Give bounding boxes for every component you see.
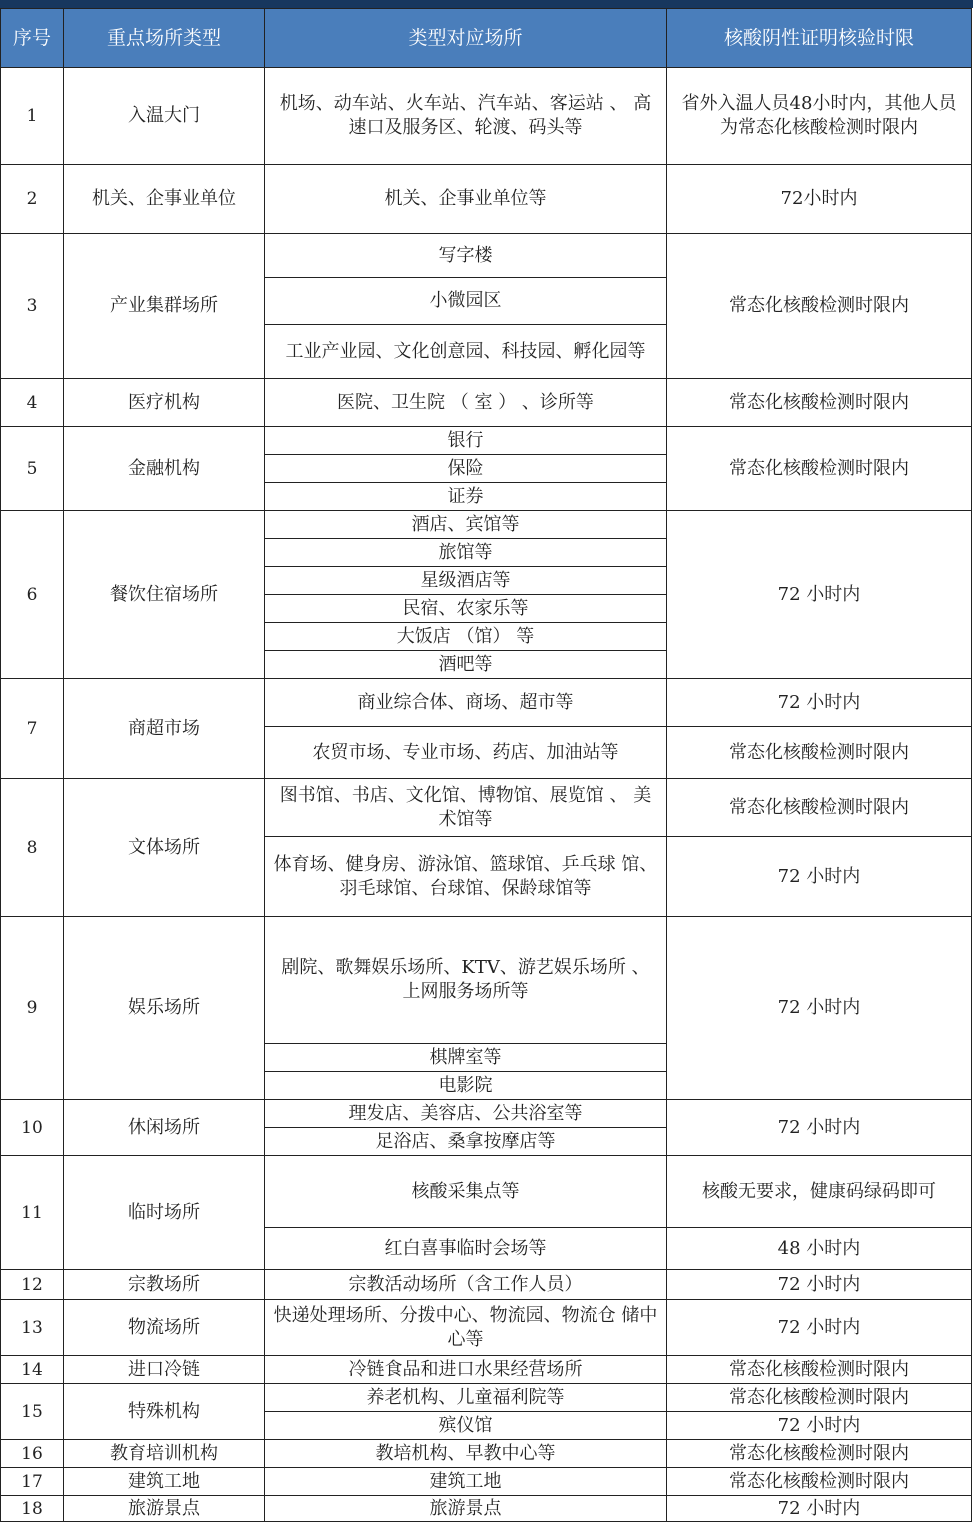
row-place: 电影院 bbox=[265, 1072, 667, 1100]
row-place: 星级酒店等 bbox=[265, 567, 667, 595]
row-limit: 核酸无要求，健康码绿码即可 bbox=[667, 1156, 972, 1228]
row-type: 金融机构 bbox=[64, 427, 265, 511]
row-index: 5 bbox=[1, 427, 64, 511]
row-limit: 72 小时内 bbox=[667, 1100, 972, 1156]
row-limit: 省外入温人员48小时内，其他人员为常态化核酸检测时限内 bbox=[667, 68, 972, 165]
row-place: 棋牌室等 bbox=[265, 1044, 667, 1072]
row-place: 体育场、健身房、游泳馆、篮球馆、乒乓球 馆、羽毛球馆、台球馆、保龄球馆等 bbox=[265, 837, 667, 917]
row-type: 商超市场 bbox=[64, 679, 265, 779]
row-type: 教育培训机构 bbox=[64, 1440, 265, 1468]
row-type: 建筑工地 bbox=[64, 1468, 265, 1496]
row-index: 7 bbox=[1, 679, 64, 779]
row-type: 机关、企事业单位 bbox=[64, 165, 265, 234]
row-limit: 常态化核酸检测时限内 bbox=[667, 727, 972, 779]
row-index: 12 bbox=[1, 1270, 64, 1300]
row-place: 商业综合体、商场、超市等 bbox=[265, 679, 667, 727]
row-limit: 常态化核酸检测时限内 bbox=[667, 427, 972, 511]
row-place: 民宿、农家乐等 bbox=[265, 595, 667, 623]
row-limit: 常态化核酸检测时限内 bbox=[667, 1468, 972, 1496]
row-place: 酒店、宾馆等 bbox=[265, 511, 667, 539]
row-index: 17 bbox=[1, 1468, 64, 1496]
table-row bbox=[1, 1270, 972, 1300]
row-place: 教培机构、早教中心等 bbox=[265, 1440, 667, 1468]
row-limit: 72 小时内 bbox=[667, 1270, 972, 1300]
table-header-row bbox=[1, 9, 972, 68]
table-row bbox=[1, 234, 972, 278]
row-index: 9 bbox=[1, 917, 64, 1100]
table-row bbox=[1, 68, 972, 165]
row-place: 冷链食品和进口水果经营场所 bbox=[265, 1356, 667, 1384]
row-index: 14 bbox=[1, 1356, 64, 1384]
row-index: 3 bbox=[1, 234, 64, 379]
row-place: 医院、卫生院 （ 室 ） 、诊所等 bbox=[265, 379, 667, 427]
row-limit: 72 小时内 bbox=[667, 511, 972, 679]
row-limit: 72小时内 bbox=[667, 165, 972, 234]
row-place: 机场、动车站、火车站、汽车站、客运站 、 高速口及服务区、轮渡、码头等 bbox=[265, 68, 667, 165]
row-place: 机关、企事业单位等 bbox=[265, 165, 667, 234]
table-row bbox=[1, 1468, 972, 1496]
table-row bbox=[1, 165, 972, 234]
table-row bbox=[1, 1384, 972, 1412]
row-place: 理发店、美容店、公共浴室等 bbox=[265, 1100, 667, 1128]
row-type: 特殊机构 bbox=[64, 1384, 265, 1440]
row-limit: 72 小时内 bbox=[667, 1412, 972, 1440]
row-place: 红白喜事临时会场等 bbox=[265, 1228, 667, 1270]
row-place: 养老机构、儿童福利院等 bbox=[265, 1384, 667, 1412]
row-index: 16 bbox=[1, 1440, 64, 1468]
row-type: 餐饮住宿场所 bbox=[64, 511, 265, 679]
table-row bbox=[1, 511, 972, 539]
row-index: 8 bbox=[1, 779, 64, 917]
row-place: 旅馆等 bbox=[265, 539, 667, 567]
row-place: 写字楼 bbox=[265, 234, 667, 278]
venue-requirements-table bbox=[0, 8, 972, 1522]
row-place: 殡仪馆 bbox=[265, 1412, 667, 1440]
row-type: 医疗机构 bbox=[64, 379, 265, 427]
row-index: 4 bbox=[1, 379, 64, 427]
row-index: 15 bbox=[1, 1384, 64, 1440]
row-type: 入温大门 bbox=[64, 68, 265, 165]
row-limit: 常态化核酸检测时限内 bbox=[667, 234, 972, 379]
row-place: 农贸市场、专业市场、药店、加油站等 bbox=[265, 727, 667, 779]
table-row bbox=[1, 1356, 972, 1384]
row-place: 酒吧等 bbox=[265, 651, 667, 679]
row-limit: 72 小时内 bbox=[667, 1300, 972, 1356]
row-place: 工业产业园、文化创意园、科技园、孵化园等 bbox=[265, 325, 667, 379]
row-index: 6 bbox=[1, 511, 64, 679]
row-type: 产业集群场所 bbox=[64, 234, 265, 379]
row-type: 物流场所 bbox=[64, 1300, 265, 1356]
row-index: 10 bbox=[1, 1100, 64, 1156]
row-type: 进口冷链 bbox=[64, 1356, 265, 1384]
table-row bbox=[1, 779, 972, 837]
row-type: 文体场所 bbox=[64, 779, 265, 917]
row-type: 临时场所 bbox=[64, 1156, 265, 1270]
row-limit: 72 小时内 bbox=[667, 679, 972, 727]
header-index: 序号 bbox=[1, 9, 64, 68]
row-type: 休闲场所 bbox=[64, 1100, 265, 1156]
row-index: 13 bbox=[1, 1300, 64, 1356]
row-type: 宗教场所 bbox=[64, 1270, 265, 1300]
table-row bbox=[1, 679, 972, 727]
row-place: 建筑工地 bbox=[265, 1468, 667, 1496]
row-limit: 常态化核酸检测时限内 bbox=[667, 1356, 972, 1384]
table-row bbox=[1, 1440, 972, 1468]
row-place: 保险 bbox=[265, 455, 667, 483]
row-place: 图书馆、书店、文化馆、博物馆、展览馆 、 美术馆等 bbox=[265, 779, 667, 837]
table-row bbox=[1, 427, 972, 455]
row-limit: 常态化核酸检测时限内 bbox=[667, 1440, 972, 1468]
row-place: 旅游景点 bbox=[265, 1496, 667, 1522]
row-type: 娱乐场所 bbox=[64, 917, 265, 1100]
row-place: 大饭店 （馆） 等 bbox=[265, 623, 667, 651]
table-row bbox=[1, 1100, 972, 1128]
row-place: 宗教活动场所（含工作人员） bbox=[265, 1270, 667, 1300]
row-limit: 常态化核酸检测时限内 bbox=[667, 379, 972, 427]
table-row bbox=[1, 1300, 972, 1356]
row-limit: 72 小时内 bbox=[667, 917, 972, 1100]
row-limit: 48 小时内 bbox=[667, 1228, 972, 1270]
row-place: 足浴店、桑拿按摩店等 bbox=[265, 1128, 667, 1156]
row-type: 旅游景点 bbox=[64, 1496, 265, 1522]
row-place: 银行 bbox=[265, 427, 667, 455]
row-index: 1 bbox=[1, 68, 64, 165]
row-limit: 72 小时内 bbox=[667, 1496, 972, 1522]
row-place: 剧院、歌舞娱乐场所、KTV、游艺娱乐场所 、 上网服务场所等 bbox=[265, 917, 667, 1044]
header-venues: 类型对应场所 bbox=[265, 9, 667, 68]
table-row bbox=[1, 1156, 972, 1228]
table-row bbox=[1, 917, 972, 1044]
header-venue-type: 重点场所类型 bbox=[64, 9, 265, 68]
table-row bbox=[1, 1496, 972, 1522]
row-index: 18 bbox=[1, 1496, 64, 1522]
row-limit: 72 小时内 bbox=[667, 837, 972, 917]
row-index: 2 bbox=[1, 165, 64, 234]
row-index: 11 bbox=[1, 1156, 64, 1270]
row-limit: 常态化核酸检测时限内 bbox=[667, 779, 972, 837]
header-time-limit: 核酸阴性证明核验时限 bbox=[667, 9, 972, 68]
row-place: 小微园区 bbox=[265, 278, 667, 325]
row-place: 证券 bbox=[265, 483, 667, 511]
row-limit: 常态化核酸检测时限内 bbox=[667, 1384, 972, 1412]
top-border-bar bbox=[0, 0, 973, 8]
row-place: 快递处理场所、分拨中心、物流园、物流仓 储中心等 bbox=[265, 1300, 667, 1356]
row-place: 核酸采集点等 bbox=[265, 1156, 667, 1228]
table-row bbox=[1, 379, 972, 427]
